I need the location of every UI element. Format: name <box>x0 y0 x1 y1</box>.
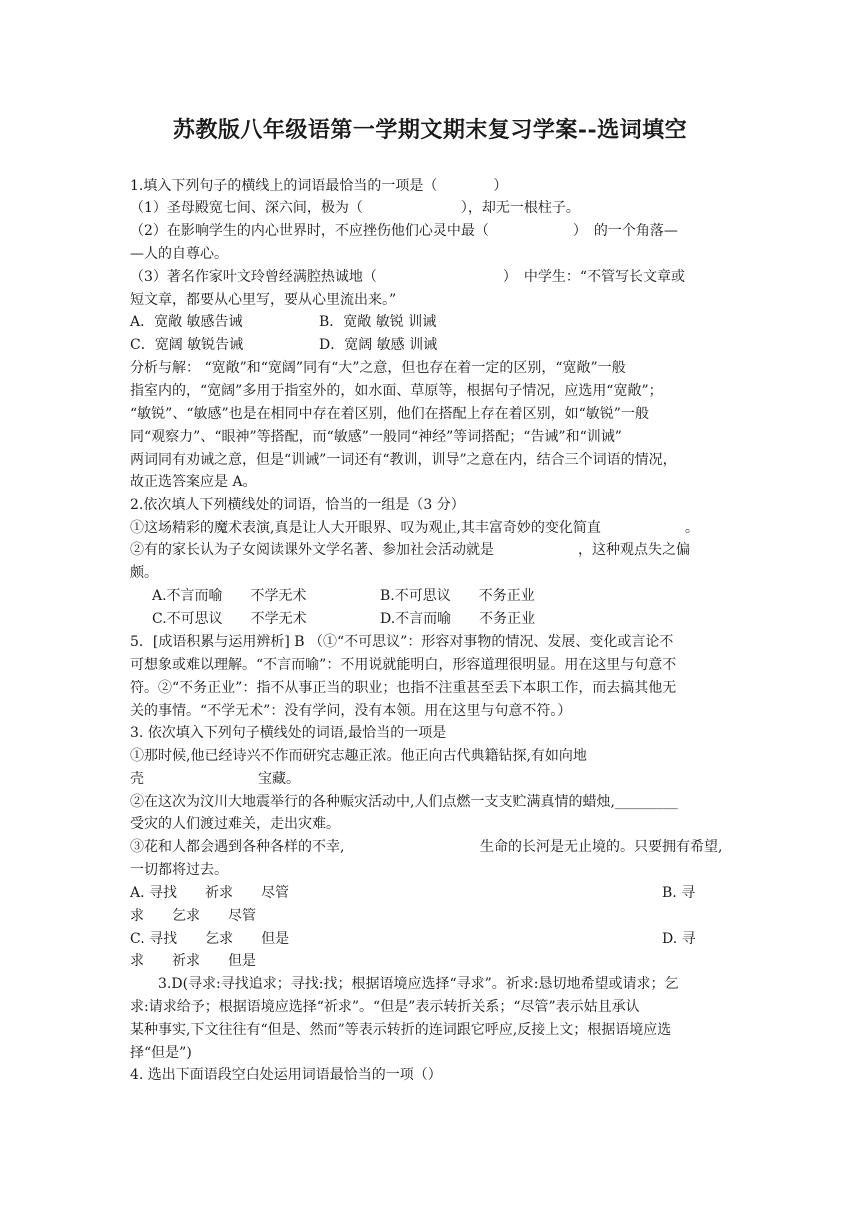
q2-answer-1: 5．[成语积累与运用辨析] B （①“不可思议”：形容对事物的情况、发展、变化或言论不 <box>130 634 674 650</box>
q1-option-b: B．宽敞 敏锐 训诫 <box>319 314 437 330</box>
q2-sentence-2: ②有的家长认为子女阅读课外文学名著、参加社会活动就是 ，这种观点失之偏 <box>130 542 690 558</box>
q1-analysis-5: 两词同有劝诫之意，但是“训诫”一词还有“教训，训导”之意在内，结合三个词语的情况， <box>130 452 677 468</box>
q1-option-d: D．宽阔 敏感 训诫 <box>319 337 438 353</box>
q3-option-c: C. 寻找 乞求 但是 <box>130 931 290 947</box>
q3-answer-3: 某种事实,下文往往有“但是、然而”等表示转折的连词跟它呼应,反接上文；根据语境应选 <box>130 1022 672 1038</box>
q1-sentence-2-cont: —人的自尊心。 <box>130 246 228 262</box>
q1-sentence-1: （1）圣母殿宽七间、深六间，极为（ ），却无一根柱子。 <box>130 200 580 216</box>
q2-sentence-2-cont: 颇。 <box>130 565 158 581</box>
q1-option-a: A．宽敞 敏感告诫 <box>130 314 243 330</box>
page-title: 苏教版八年级语第一学期文期末复习学案--选词填空 <box>172 117 688 143</box>
q1-analysis-1: 分析与解： “宽敞”和“宽阔”同有“大”之意，但也存在着一定的区别，“宽敞”一般 <box>130 360 626 376</box>
q3-answer-2: 求:请求给予；根据语境应选择“祈求”。“但是”表示转折关系；“尽管”表示姑且承认 <box>130 999 640 1015</box>
q2-option-a: A.不言而喻 不学无术 <box>152 588 307 604</box>
q2-answer-2: 可想象或难以理解。“不言而喻”：不用说就能明白，形容道理很明显。用在这里与句意不 <box>130 657 677 673</box>
q2-answer-4: 关的事情。“不学无术”：没有学问，没有本领。用在这里与句意不符。） <box>130 703 572 719</box>
q4-stem: 4. 选出下面语段空白处运用词语最恰当的一项（） <box>130 1067 442 1083</box>
q2-sentence-1: ①这场精彩的魔术表演,真是让人大开眼界、叹为观止,其丰富奇妙的变化简直 。 <box>130 520 699 536</box>
q3-stem: 3. 依次填入下列句子横线处的词语,最恰当的一项是 <box>130 725 447 741</box>
q3-option-b-cont: 求 乞求 尽管 <box>130 908 256 924</box>
q3-answer-4: 择“但是”) <box>130 1045 192 1061</box>
q1-analysis-2: 指室内的，“宽阔”多用于指室外的，如水面、草原等，根据句子情况，应选用“宽敞”； <box>130 383 663 399</box>
q3-sentence-2-cont: 受灾的人们渡过难关，走出灾难。 <box>130 816 340 832</box>
q3-sentence-3-cont: 一切都将过去。 <box>130 862 228 878</box>
q1-analysis-4: 同“观察力”、“眼神”等搭配，而“敏感”一般同“神经”等词搭配；“告诫”和“训诫” <box>130 429 622 445</box>
q1-sentence-3-cont: 短文章，都要从心里写，要从心里流出来。” <box>130 292 397 308</box>
q2-option-b: B.不可思议 不务正业 <box>380 588 535 604</box>
q1-analysis-6: 故正选答案应是 A。 <box>130 474 257 490</box>
q3-option-a: A. 寻找 祈求 尽管 <box>130 885 290 901</box>
q2-stem: 2.依次填人下列横线处的词语，恰当的一组是（3 分） <box>130 497 465 513</box>
q3-sentence-3-b: 生命的长河是无止境的。只要拥有希望, <box>480 839 723 855</box>
q3-sentence-1-cont-b: 宝藏。 <box>258 771 300 787</box>
q2-option-d: D.不言而喻 不务正业 <box>380 611 536 627</box>
q1-option-c: C．宽阔 敏锐告诫 <box>130 337 244 353</box>
q3-option-d-cont: 求 祈求 但是 <box>130 953 256 969</box>
q1-sentence-3: （3）著名作家叶文玲曾经满腔热诚地（ ） 中学生：“不管写长文章或 <box>130 269 686 285</box>
q2-answer-3: 符。②“不务正业”：指不从事正当的职业；也指不注重甚至丢下本职工作，而去搞其他无 <box>130 680 677 696</box>
q2-option-c: C.不可思议 不学无术 <box>152 611 307 627</box>
q3-answer-1: 3.D(寻求:寻找追求；寻找:找；根据语境应选择“寻求”。祈求:恳切地希望或请求；乞 <box>130 976 679 992</box>
q3-sentence-3-a: ③花和人都会遇到各种各样的不幸, <box>130 839 345 855</box>
q3-option-d: D. 寻 <box>662 931 696 947</box>
q3-sentence-1: ①那时候,他已经诗兴不作而研究志趣正浓。他正向古代典籍钻探,有如向地 <box>130 748 587 764</box>
q3-option-b: B. 寻 <box>662 885 696 901</box>
q1-analysis-3: “敏锐”、“敏感”也是在相同中存在着区别，他们在搭配上存在着区别，如“敏锐”一般 <box>130 406 649 422</box>
q3-sentence-2: ②在这次为汶川大地震举行的各种赈灾活动中,人们点燃一支支贮满真情的蜡烛,_________ <box>130 794 678 810</box>
q1-sentence-2: （2）在影响学生的内心世界时，不应挫伤他们心灵中最（ ） 的一个角落— <box>130 223 678 239</box>
q1-stem: 1.填入下列句子的横线上的词语最恰当的一项是（ ） <box>130 178 508 194</box>
q3-sentence-1-cont-a: 壳 <box>130 771 144 787</box>
